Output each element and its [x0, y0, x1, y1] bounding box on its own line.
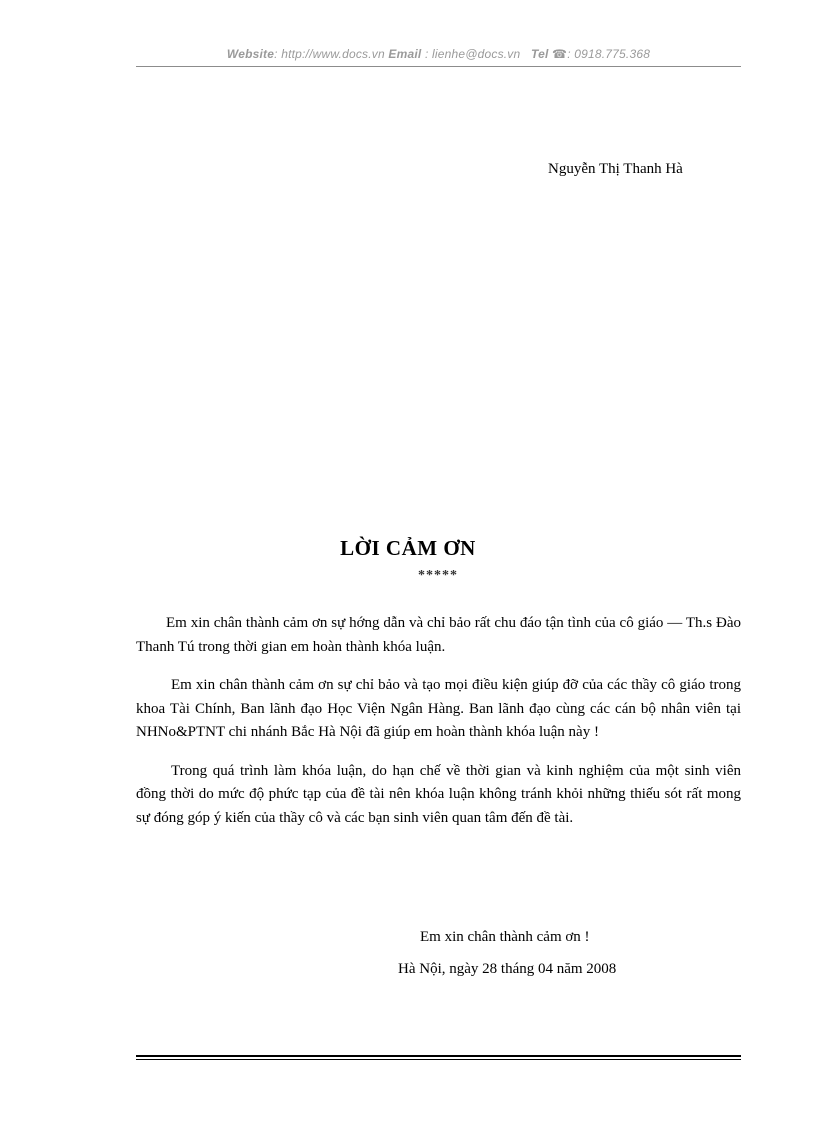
tel-value: : 0918.775.368	[567, 47, 651, 61]
page-title: LỜI CẢM ƠN	[340, 536, 476, 560]
title-ornament: *****	[418, 568, 458, 583]
footer-divider	[136, 1055, 741, 1060]
phone-icon: ☎	[552, 47, 568, 61]
paragraph-2: Em xin chân thành cảm ơn sự chỉ bảo và tạo mọi điều kiện giúp đỡ của các thầy cô giáo trong khoa Tài Chính, Ban lãnh đạo Học Viện Ngân Hàng. Ban lãnh đạo cùng các cán bộ nhân viên tại NHNo&PTNT chi nhánh Bắc Hà Nội đã giúp em hoàn thành khóa luận này !	[136, 677, 741, 740]
paragraph-1: Em xin chân thành cảm ơn sự hớng dẫn và chỉ bảo rất chu đáo tận tình của cô giáo — Th.s Đào Thanh Tú trong thời gian em hoàn thành khóa luận.	[136, 615, 741, 655]
header-divider	[136, 66, 741, 67]
tel-label: Tel	[530, 47, 549, 61]
email-label: Email	[388, 47, 422, 61]
page-header	[136, 47, 741, 61]
date-line: Hà Nội, ngày 28 tháng 04 năm 2008	[398, 961, 617, 977]
paragraph-3: Trong quá trình làm khóa luận, do hạn chế về thời gian và kinh nghiệm của một sinh viên đồng thời do mức độ phức tạp của đề tài nên khóa luận không tránh khỏi những thiếu sót rất mong sự đóng góp ý kiến của thầy cô và các bạn sinh viên quan tâm đến đề tài.	[136, 762, 741, 826]
acknowledgement-body	[136, 612, 741, 845]
website-link[interactable]: : http://www.docs.vn	[274, 47, 385, 61]
website-label: Website	[226, 47, 275, 61]
closing-line: Em xin chân thành cảm ơn !	[420, 929, 590, 945]
email-link[interactable]: : lienhe@docs.vn	[421, 47, 521, 61]
author-name: Nguyễn Thị Thanh Hà	[548, 161, 683, 177]
